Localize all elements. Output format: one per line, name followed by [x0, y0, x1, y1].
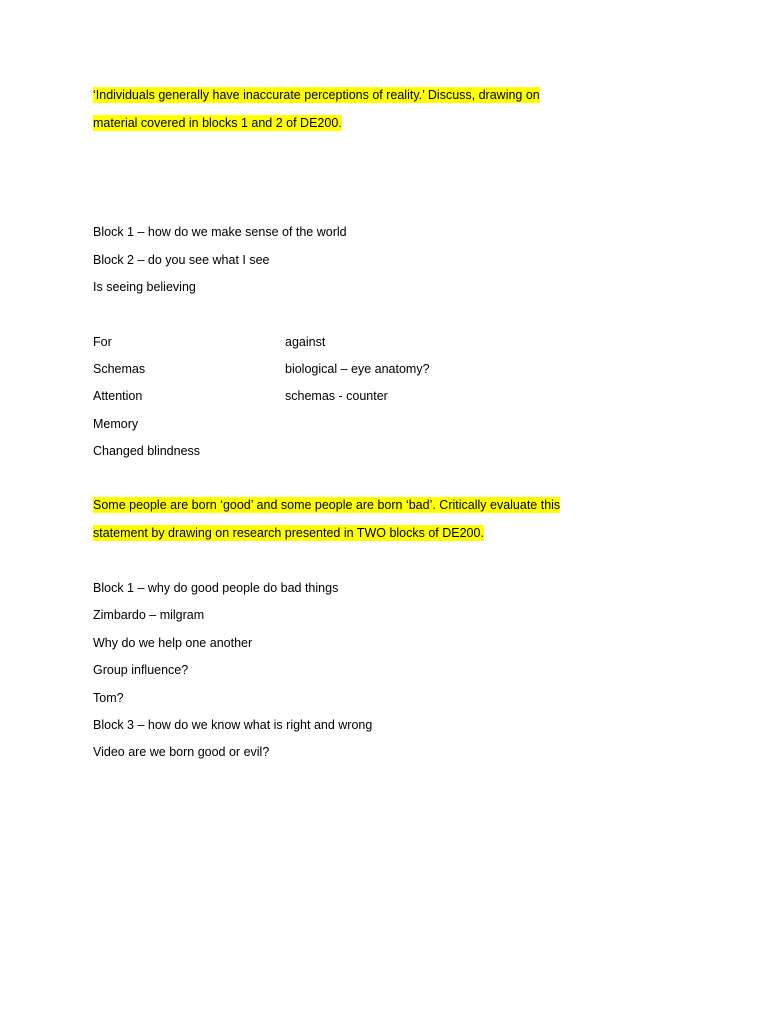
highlighted-text: ‘Individuals generally have inaccurate perceptions of reality.’ Discuss, drawing on — [93, 88, 540, 102]
note-block-1: Block 1 – how do we make sense of the world — [93, 225, 347, 239]
question-2-line-2 — [93, 525, 484, 542]
note-item: Zimbardo – milgram — [93, 608, 205, 622]
note-item: Block 3 – how do we know what is right and wrong — [93, 718, 373, 732]
question-1-line-1 — [93, 87, 540, 104]
for-item: Schemas — [93, 362, 146, 376]
for-item: Changed blindness — [93, 444, 201, 458]
note-item: Tom? — [93, 691, 124, 705]
note-seeing-believing: Is seeing believing — [93, 280, 196, 294]
note-block-2: Block 2 – do you see what I see — [93, 253, 270, 267]
question-2-line-1 — [93, 497, 560, 514]
for-item: Memory — [93, 417, 139, 431]
against-header: against — [285, 335, 326, 349]
highlighted-text: material covered in blocks 1 and 2 of DE200. — [93, 116, 342, 130]
note-item: Video are we born good or evil? — [93, 745, 270, 759]
note-item: Block 1 – why do good people do bad things — [93, 581, 339, 595]
question-1-line-2 — [93, 115, 342, 132]
highlighted-text: statement by drawing on research presented in TWO blocks of DE200. — [93, 526, 484, 540]
against-item: schemas - counter — [285, 389, 388, 403]
against-item: biological – eye anatomy? — [285, 362, 430, 376]
highlighted-text: Some people are born ‘good’ and some people are born ‘bad’. Critically evaluate this — [93, 498, 561, 512]
note-item: Why do we help one another — [93, 636, 253, 650]
for-item: Attention — [93, 389, 143, 403]
note-item: Group influence? — [93, 663, 189, 677]
for-header: For — [93, 335, 112, 349]
